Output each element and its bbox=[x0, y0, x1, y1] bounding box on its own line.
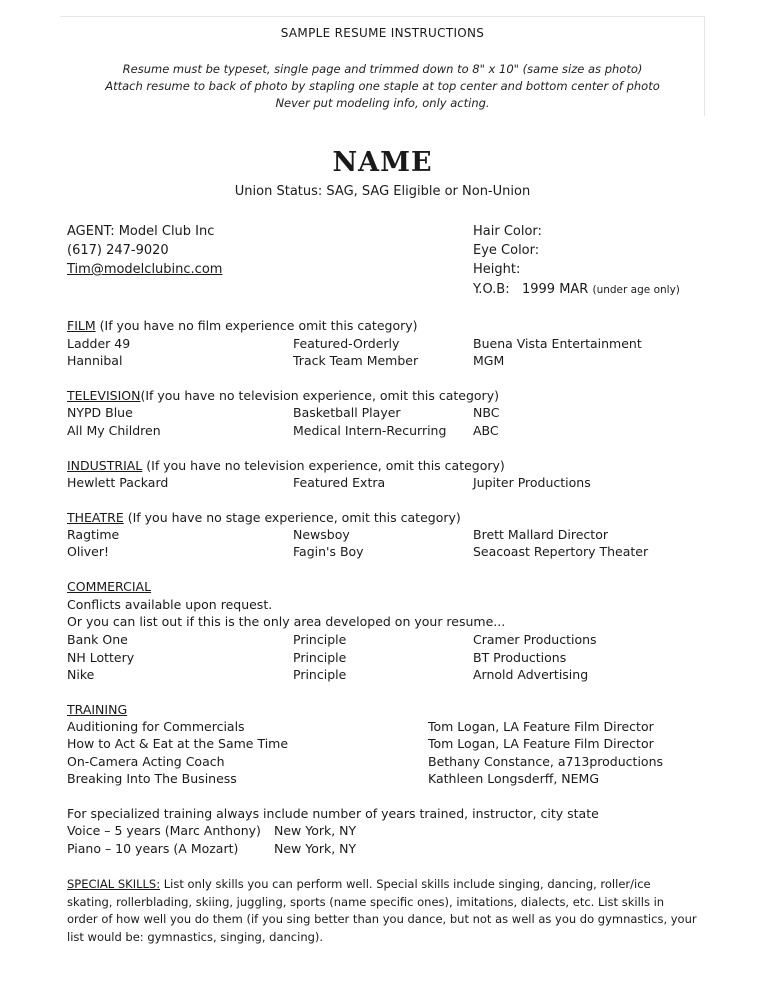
industrial-row-1-role: Featured Extra bbox=[293, 475, 386, 490]
special-skills-text: List only skills you can perform well. Special skills include singing, dancing, roller/ice skating, rollerblading, skiing, juggling, sports (name specific ones), imitations, dialects, etc. List skills in order of how well you do them (if you sing better than you dance, but not as well as you do gymnastics, your list would be: gymnastics, singing, dancing). bbox=[67, 877, 697, 944]
television-heading: TELEVISION bbox=[67, 388, 141, 403]
television-note: (If you have no television experience, omit this category) bbox=[140, 388, 499, 403]
commercial-row-2-client: NH Lottery bbox=[67, 650, 135, 665]
theatre-row-2-company: Seacoast Repertory Theater bbox=[473, 544, 649, 559]
tv-row-2-role: Medical Intern-Recurring bbox=[293, 423, 447, 438]
theatre-row-1-role: Newsboy bbox=[293, 527, 350, 542]
theatre-row-2-title: Oliver! bbox=[67, 544, 110, 559]
film-note: (If you have no film experience omit this category) bbox=[99, 318, 418, 333]
agent-line: AGENT: Model Club Inc bbox=[67, 224, 215, 239]
commercial-row-3-client: Nike bbox=[67, 667, 95, 682]
commercial-row-2-role: Principle bbox=[293, 650, 347, 665]
training-note: For specialized training always include number of years trained, instructor, city state bbox=[67, 806, 599, 821]
theatre-row-1-title: Ragtime bbox=[67, 527, 120, 542]
training-row-1-instructor: Tom Logan, LA Feature Film Director bbox=[428, 719, 654, 734]
resume-name: NAME bbox=[332, 147, 433, 178]
film-row-2-company: MGM bbox=[473, 353, 505, 368]
training-row-3-course: On-Camera Acting Coach bbox=[67, 754, 225, 769]
instructions-line-2: Attach resume to back of photo by stapling one staple at top center and bottom center of photo bbox=[105, 79, 660, 93]
yob-line bbox=[473, 282, 680, 297]
training-heading: TRAINING bbox=[67, 702, 128, 717]
instructions-line-1: Resume must be typeset, single page and trimmed down to 8" x 10" (same size as photo) bbox=[122, 62, 643, 76]
tv-row-2-title: All My Children bbox=[67, 423, 161, 438]
yob-value: 1999 MAR bbox=[521, 282, 589, 297]
theatre-heading: THEATRE bbox=[67, 510, 124, 525]
training-extra-2-city: New York, NY bbox=[274, 841, 357, 856]
commercial-line-1: Conflicts available upon request. bbox=[67, 597, 273, 612]
height-label: Height: bbox=[473, 262, 521, 277]
theatre-note: (If you have no stage experience, omit this category) bbox=[127, 510, 461, 525]
yob-label: Y.O.B: bbox=[473, 282, 510, 297]
tv-row-1-role: Basketball Player bbox=[293, 405, 401, 420]
commercial-row-1-client: Bank One bbox=[67, 632, 128, 647]
film-row-1-company: Buena Vista Entertainment bbox=[473, 336, 642, 351]
email-link[interactable]: Tim@modelclubinc.com bbox=[67, 262, 223, 277]
eye-color-label: Eye Color: bbox=[473, 243, 540, 258]
commercial-line-2: Or you can list out if this is the only area developed on your resume... bbox=[67, 614, 506, 629]
film-row-1-role: Featured-Orderly bbox=[293, 336, 400, 351]
yob-note: (under age only) bbox=[592, 284, 680, 296]
phone-line: (617) 247-9020 bbox=[67, 243, 169, 258]
training-extra-1-desc: Voice – 5 years (Marc Anthony) bbox=[67, 823, 261, 838]
film-heading-line bbox=[67, 318, 418, 333]
training-extra-1-city: New York, NY bbox=[274, 823, 357, 838]
instructions-title: SAMPLE RESUME INSTRUCTIONS bbox=[280, 26, 485, 40]
commercial-row-3-role: Principle bbox=[293, 667, 347, 682]
special-skills-heading: SPECIAL SKILLS: bbox=[67, 877, 161, 891]
training-row-3-instructor: Bethany Constance, a713productions bbox=[428, 754, 663, 769]
theatre-heading-line bbox=[67, 510, 461, 525]
industrial-row-1-client: Hewlett Packard bbox=[67, 475, 169, 490]
theatre-row-1-company: Brett Mallard Director bbox=[473, 527, 608, 542]
tv-row-1-title: NYPD Blue bbox=[67, 405, 133, 420]
training-row-1-course: Auditioning for Commercials bbox=[67, 719, 245, 734]
union-status: Union Status: SAG, SAG Eligible or Non-Union bbox=[234, 184, 531, 199]
commercial-row-3-company: Arnold Advertising bbox=[473, 667, 589, 682]
instructions-line-3: Never put modeling info, only acting. bbox=[275, 96, 490, 110]
commercial-row-2-company: BT Productions bbox=[473, 650, 567, 665]
hair-color-label: Hair Color: bbox=[473, 224, 542, 239]
industrial-heading-line bbox=[67, 458, 505, 473]
film-heading: FILM bbox=[67, 318, 96, 333]
film-row-2-role: Track Team Member bbox=[293, 353, 419, 368]
training-extra-2-desc: Piano – 10 years (A Mozart) bbox=[67, 841, 239, 856]
training-row-4-instructor: Kathleen Longsderff, NEMG bbox=[428, 771, 600, 786]
tv-row-2-network: ABC bbox=[473, 423, 499, 438]
commercial-row-1-company: Cramer Productions bbox=[473, 632, 597, 647]
film-row-2-title: Hannibal bbox=[67, 353, 123, 368]
special-skills-paragraph bbox=[67, 876, 697, 946]
industrial-row-1-company: Jupiter Productions bbox=[473, 475, 591, 490]
commercial-heading: COMMERCIAL bbox=[67, 579, 152, 594]
training-row-2-instructor: Tom Logan, LA Feature Film Director bbox=[428, 736, 654, 751]
theatre-row-2-role: Fagin's Boy bbox=[293, 544, 364, 559]
training-row-2-course: How to Act & Eat at the Same Time bbox=[67, 736, 289, 751]
tv-row-1-network: NBC bbox=[473, 405, 500, 420]
commercial-row-1-role: Principle bbox=[293, 632, 347, 647]
training-row-4-course: Breaking Into The Business bbox=[67, 771, 237, 786]
industrial-note: (If you have no television experience, omit this category) bbox=[146, 458, 505, 473]
television-heading-line bbox=[67, 388, 499, 403]
film-row-1-title: Ladder 49 bbox=[67, 336, 131, 351]
industrial-heading: INDUSTRIAL bbox=[67, 458, 143, 473]
